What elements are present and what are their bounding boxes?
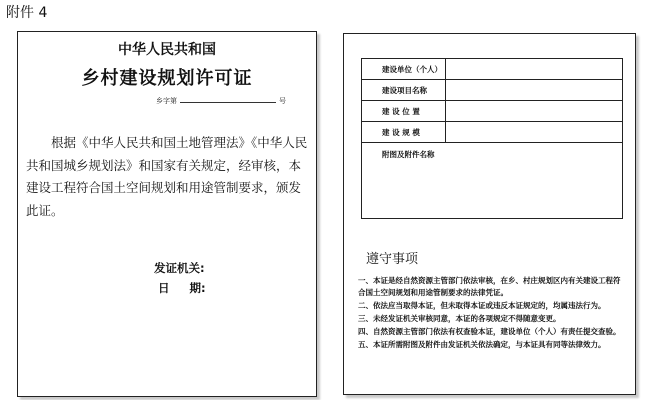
country-name: 中华人民共和国 [118, 42, 216, 58]
table-value [446, 59, 623, 80]
serial-blank [180, 102, 276, 103]
date-label [158, 280, 206, 296]
table-row-attachments [362, 143, 623, 219]
serial-suffix: 号 [279, 97, 286, 105]
table-label: 建设项目名称 [362, 80, 446, 101]
table-row [362, 59, 623, 80]
rules-list [358, 275, 623, 352]
serial-number-line [156, 96, 286, 106]
date-label-part-1: 日 [158, 281, 170, 295]
table-label: 建 设 位 置 [362, 101, 446, 122]
date-label-part-2: 期: [189, 281, 206, 295]
permit-info-table [361, 58, 623, 219]
table-value [446, 80, 623, 101]
table-label: 建设单位（个人） [362, 59, 446, 80]
rule-item: 四、自然资源主管部门依法有权查验本证，建设单位（个人）有责任提交查验。 [358, 327, 621, 336]
table-label: 建 设 规 模 [362, 122, 446, 143]
permit-back-page [343, 33, 636, 395]
attachment-label: 附件 4 [6, 5, 48, 21]
serial-prefix: 乡字第 [156, 97, 177, 105]
table-row [362, 101, 623, 122]
table-value [446, 122, 623, 143]
rule-item: 五、本证所需附图及附件由发证机关依法确定，与本证具有同等法律效力。 [358, 340, 606, 349]
permit-front-page [17, 31, 317, 397]
attachments-label: 附图及附件名称 [362, 143, 623, 219]
permit-body-text: 根据《中华人民共和国土地管理法》《中华人民共和国城乡规划法》和国家有关规定，经审核，本建设工程符合国土空间规划和用途管制要求，颁发此证。 [26, 135, 308, 218]
rule-item: 二、依法应当取得本证，但未取得本证或违反本证规定的，均属违法行为。 [358, 301, 606, 310]
table-value [446, 101, 623, 122]
issuer-label: 发证机关: [154, 261, 205, 275]
permit-title: 乡村建设规划许可证 [81, 68, 253, 89]
table-row [362, 122, 623, 143]
rule-item: 三、未经发证机关审核同意，本证的各项规定不得随意变更。 [358, 314, 561, 323]
table-row [362, 80, 623, 101]
rule-item: 一、本证是经自然资源主管部门依法审核，在乡、村庄规划区内有关建设工程符合国土空间规划和用途管制要求的法律凭证。 [358, 276, 621, 297]
rules-title: 遵守事项 [366, 252, 419, 267]
